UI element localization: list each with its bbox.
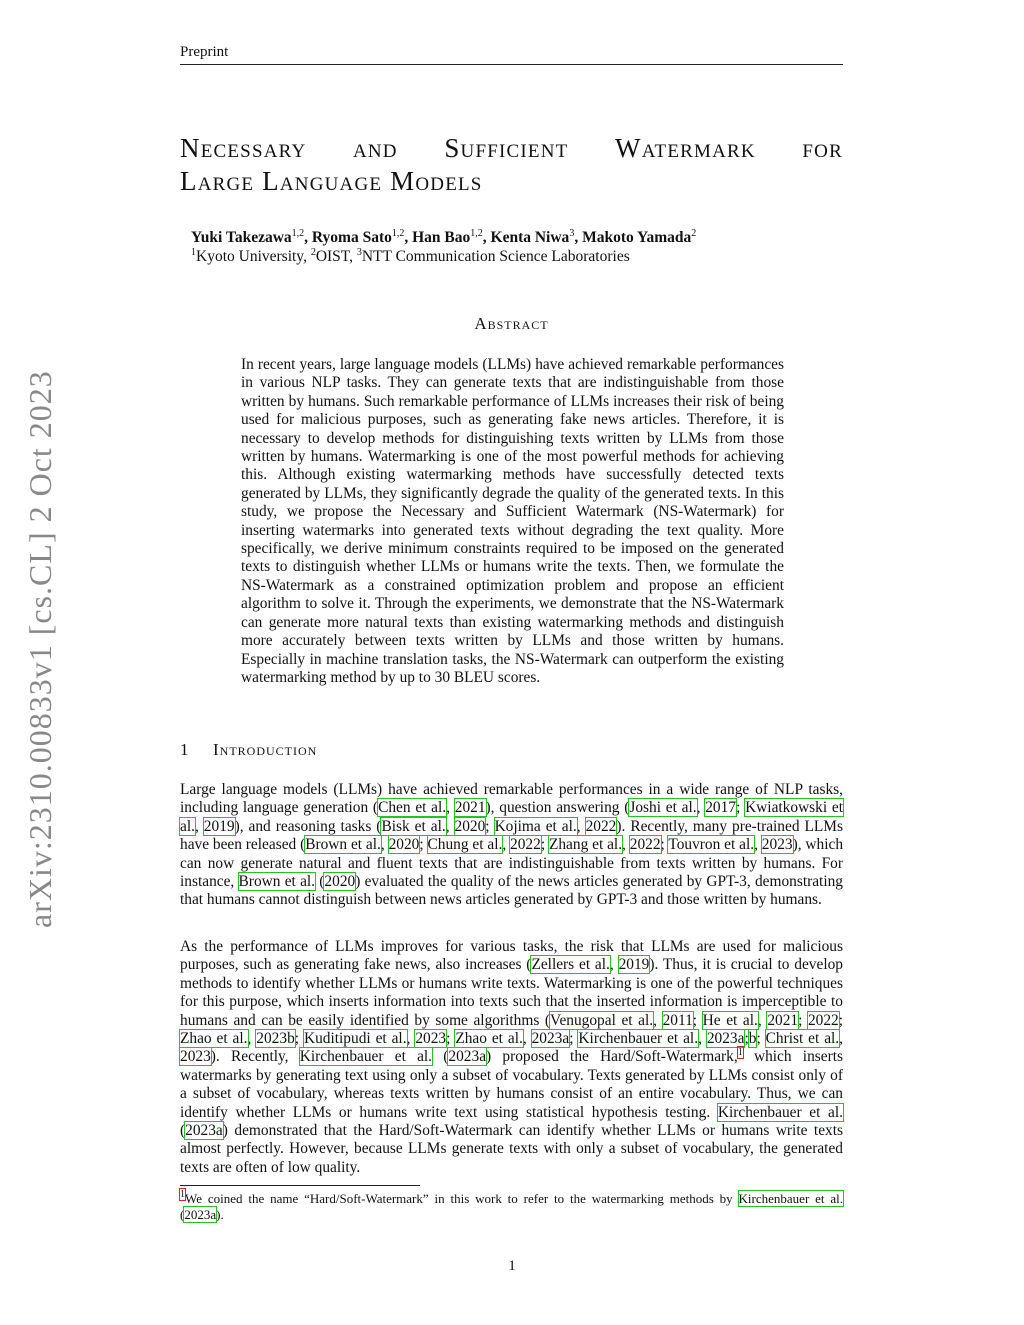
- title-word: Sufficient: [444, 133, 569, 163]
- citation-link[interactable]: Kirchenbauer et al.: [738, 1191, 843, 1206]
- citation-link[interactable]: 2022: [807, 1011, 839, 1029]
- intro-paragraph-2: As the performance of LLMs improves for various tasks, the risk that LLMs are used for malicious purposes, such as generating fake news, also increases (Zellers et al., 2019). Thus, it is crucial to develop methods to identify whether LLMs or humans write texts. Watermarking is one of the powerful techniques for this purpose, which inserts information into texts such that the inserted information is imperceptible to humans and can be easily identified by some algorithms (Venugopal et al., 2011; He et al., 2021; 2022; Zhao et al., 2023b; Kuditipudi et al., 2023; Zhao et al., 2023a; Kirchenbauer et al., 2023a;b; Christ et al., 2023). Recently, Kirchenbauer et al. (2023a) proposed the Hard/Soft-Watermark,$^1$ which inserts watermarks by generating text using only a subset of vocabulary. Texts generated by LLMs consist only of a subset of vocabulary, whereas texts written by humans consist of an entire vocabulary. Thus, we can identify whether LLMs or humans write text using statistical hypothesis testing. Kirchenbauer et al. (2023a) demonstrated that the Hard/Soft-Watermark can identify whether LLMs or humans write texts almost perfectly. However, because LLMs generate texts with only a subset of vocabulary, the generated texts are often of low quality.: [180, 938, 844, 1176]
- citation-link[interactable]: Kirchenbauer et al.: [717, 1103, 843, 1121]
- citation-link[interactable]: Kirchenbauer et al.: [299, 1048, 433, 1066]
- citation-link[interactable]: 2019: [618, 956, 650, 974]
- citation-link[interactable]: 2023a: [706, 1030, 745, 1048]
- title-word: Necessary: [180, 133, 307, 163]
- author-affiliation-mark: 1,2: [470, 228, 483, 239]
- author-list: Yuki Takezawa$^{1,2}$, Ryoma Sato$^{1,2}$, Han Bao$^{1,2}$, Kenta Niwa$^3$, Makoto Yamada$^2$: [191, 228, 697, 246]
- citation-link[interactable]: 2022: [629, 836, 661, 854]
- intro-paragraph-1: Large language models (LLMs) have achieved remarkable performances in a wide range of NLP tasks, including language generation (Chen et al., 2021), question answering (Joshi et al., 2017; Kwiatkowski et al., 2019), and reasoning tasks (Bisk et al., 2020; Kojima et al., 2022). Recently, many pre-trained LLMs have been released (Brown et al., 2020; Chung et al., 2022; Zhang et al., 2022; Touvron et al., 2023), which can now generate natural and fluent texts that are indistinguishable from texts written by humans. For instance, Brown et al. (2020) evaluated the quality of the news articles generated by GPT-3, demonstrating that humans cannot distinguish between news articles generated by GPT-3 and those written by humans.: [180, 781, 844, 909]
- affiliation-mark: 1: [191, 247, 196, 258]
- author-affiliation-mark: 1,2: [291, 228, 305, 239]
- author-affiliation-mark: 3: [569, 228, 575, 239]
- section-number: 1: [180, 740, 190, 759]
- citation-link[interactable]: Zhao et al.: [180, 1030, 248, 1048]
- citation-link[interactable]: 2023a: [448, 1048, 487, 1066]
- citation-link[interactable]: 2023b: [256, 1030, 295, 1048]
- citation-link[interactable]: 2023a: [184, 1207, 217, 1222]
- citation-link[interactable]: 2020: [454, 817, 486, 835]
- citation-link[interactable]: Touvron et al.: [668, 836, 755, 854]
- citation-link[interactable]: 2021: [767, 1011, 799, 1029]
- citation-link[interactable]: 2023a: [531, 1030, 570, 1048]
- citation-link[interactable]: 2023: [180, 1048, 211, 1066]
- citation-link[interactable]: 2022: [510, 836, 541, 854]
- author-name: Ryoma Sato: [311, 229, 392, 246]
- author-name: Makoto Yamada: [582, 229, 692, 246]
- citation-link[interactable]: 2020: [388, 836, 420, 854]
- citation-link[interactable]: Kirchenbauer et al.: [578, 1030, 699, 1048]
- section-title: Introduction: [213, 740, 318, 759]
- title-line-2: Large Language Models: [180, 166, 483, 196]
- citation-link[interactable]: 2019: [203, 817, 235, 835]
- citation-link[interactable]: 2022: [585, 817, 617, 835]
- citation-link[interactable]: Kwiatkowski et al.: [180, 799, 844, 835]
- title-word: and: [352, 133, 398, 163]
- citation-link[interactable]: 2023: [415, 1030, 447, 1048]
- citation-link[interactable]: Chen et al.: [378, 799, 447, 817]
- citation-link[interactable]: Kojima et al.: [494, 817, 577, 835]
- citation-link[interactable]: Kuditipudi et al.: [303, 1030, 407, 1048]
- footnote-marker[interactable]: 1: [180, 1189, 185, 1200]
- section-heading: [180, 740, 843, 760]
- citation-link[interactable]: Zellers et al.: [531, 956, 610, 974]
- citation-link[interactable]: 2017: [705, 799, 737, 817]
- citation-link[interactable]: Brown et al.: [305, 836, 381, 854]
- affiliation-name: Kyoto University: [196, 248, 304, 265]
- affiliation-mark: 2: [310, 247, 316, 258]
- citation-link[interactable]: He et al.: [702, 1011, 758, 1029]
- citation-link[interactable]: Zhao et al.: [455, 1030, 523, 1048]
- citation-link[interactable]: Joshi et al.: [629, 799, 697, 817]
- abstract-text: In recent years, large language models (LLMs) have achieved remarkable performances in various NLP tasks. They can generate texts that are indistinguishable from those written by humans. Such remarkable performance of LLMs increases their risk of being used for malicious purposes, such as generating fake news articles. Therefore, it is necessary to develop methods for distinguishing texts written by LLMs from those written by humans. Watermarking is one of the most powerful methods for achieving this. Although existing watermarking methods have successfully detected texts generated by LLMs, they significantly degrade the quality of the generated texts. In this study, we propose the Necessary and Sufficient Watermark (NS-Watermark) for inserting watermarks into generated texts without degrading the text quality. More specifically, we derive minimum constraints required to be imposed on the generated texts to distinguish whether LLMs or humans write the texts. Then, we formulate the NS-Watermark as a constrained optimization problem and propose an efficient algorithm to solve it. Through the experiments, we demonstrate that the NS-Watermark can generate more natural texts than existing watermarking methods and distinguish more accurately between texts written by LLMs and those written by humans. Especially in machine translation tasks, the NS-Watermark can outperform the existing watermarking method by up to 30 BLEU scores.: [241, 356, 784, 686]
- running-header: Preprint: [180, 44, 843, 65]
- citation-link[interactable]: Chung et al.: [427, 836, 503, 854]
- citation-link[interactable]: 2021: [454, 799, 486, 817]
- citation-link[interactable]: 2011: [662, 1011, 693, 1029]
- paper-title: [180, 132, 843, 198]
- citation-link[interactable]: Venugopal et al.: [550, 1011, 654, 1029]
- affiliation-name: OIST: [315, 248, 350, 265]
- author-affiliation-mark: 1,2: [391, 228, 405, 239]
- title-word: Watermark: [615, 133, 756, 163]
- abstract-heading: Abstract: [474, 314, 549, 333]
- arxiv-stamp[interactable]: arXiv:2310.00833v1 [cs.CL] 2 Oct 2023: [22, 370, 58, 928]
- citation-link[interactable]: 2020: [324, 873, 356, 891]
- author-name: Kenta Niwa: [490, 229, 570, 246]
- citation-link[interactable]: Christ et al.: [765, 1030, 840, 1048]
- footnote-marker[interactable]: 1: [737, 1047, 743, 1059]
- citation-link[interactable]: 2023: [761, 836, 793, 854]
- affiliation-mark: 3: [356, 247, 362, 258]
- citation-link[interactable]: Bisk et al.: [381, 817, 446, 835]
- affiliation-list: $^1$Kyoto University, $^2$OIST, $^3$NTT Communication Science Laboratories: [191, 247, 630, 265]
- title-word: for: [802, 133, 843, 163]
- citation-link[interactable]: Brown et al.: [238, 873, 316, 891]
- footnote: $^1$We coined the name “Hard/Soft-Watermark” in this work to refer to the watermarking methods by Kirchenbauer et al. (2023a).: [180, 1189, 843, 1222]
- author-name: Yuki Takezawa: [191, 229, 292, 246]
- page-number: 1: [508, 1258, 516, 1274]
- author-name: Han Bao: [412, 229, 471, 246]
- title-line-1: [180, 132, 843, 165]
- footnote-rule: [180, 1185, 420, 1186]
- citation-link[interactable]: Zhang et al.: [548, 836, 623, 854]
- citation-link[interactable]: b: [748, 1030, 757, 1048]
- author-affiliation-mark: 2: [691, 228, 697, 239]
- citation-link[interactable]: 2023a: [185, 1122, 223, 1140]
- affiliation-name: NTT Communication Science Laboratories: [361, 248, 630, 265]
